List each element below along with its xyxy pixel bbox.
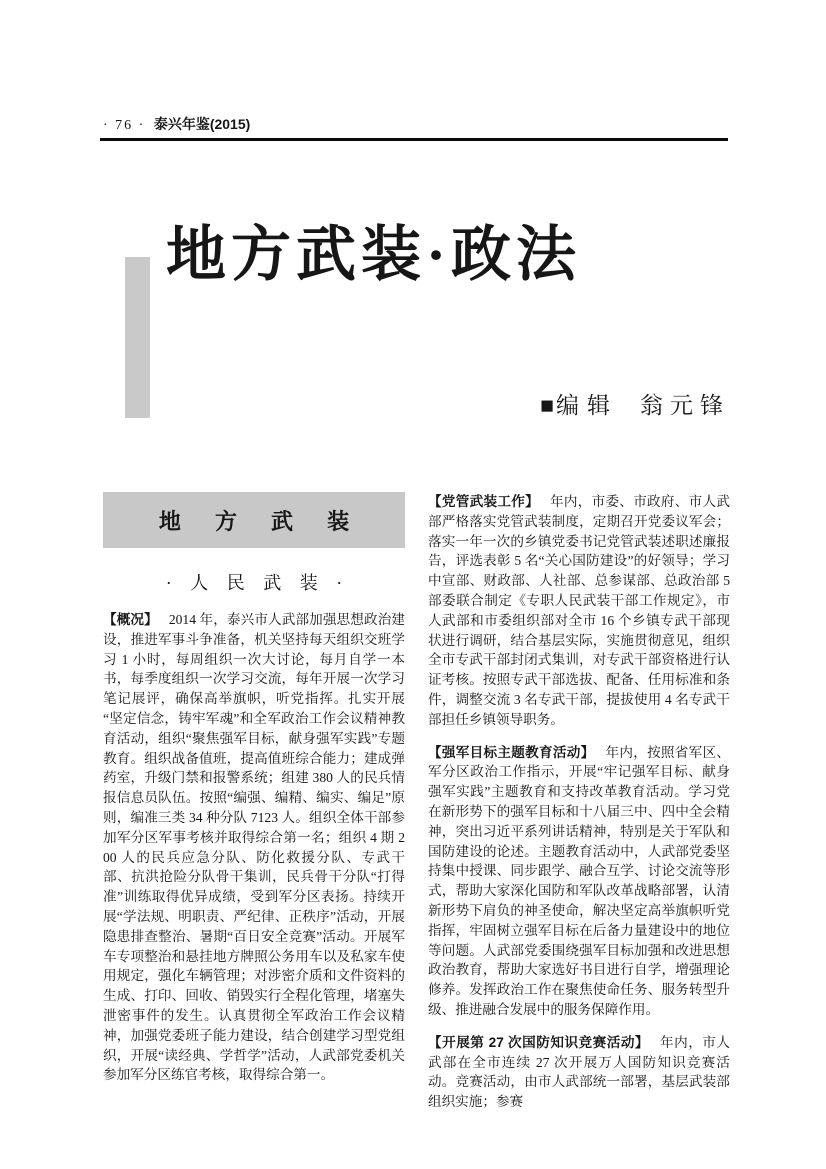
article-strong-army-education bbox=[428, 743, 730, 1020]
article-defense-knowledge-contest bbox=[428, 1033, 730, 1112]
article-heading: 【强军目标主题教育活动】 bbox=[428, 744, 595, 760]
article-heading: 【开展第 27 次国防知识竞赛活动】 bbox=[428, 1034, 650, 1050]
editor-label: 编辑 bbox=[556, 393, 618, 418]
article-body: 年内，市委、市政府、市人武部严格落实党管武装制度，定期召开党委议军会；落实一年一次的乡镇党委书记党管武装述职述廉报告，评选表彰 5 名“关心国防建设”的好领导；学习中宣部、财政部、人社部、总参谋部、总政治部 5 部委联合制定《专职人民武装干部工作规定》，市人武部和市委组织部对全市 16 个乡镇专武干部现状进行调研，结合基层实际，实施贯彻意见，组织全市专武干部封闭式集训，对专武干部资格进行认证考核。按照专武干部选拔、配备、任用标准和条件，调整交流 3 名专武干部，提拔使用 4 名专武干部担任乡镇领导职务。 bbox=[428, 494, 731, 727]
header-rule bbox=[100, 138, 728, 141]
article-body: 年内，市人武部在全市连续 27 次开展万人国防知识竞赛活动。竞赛活动，由市人武部统一部署，基层武装部组织实施；参赛 bbox=[428, 1034, 730, 1110]
editor-credit bbox=[540, 387, 730, 420]
editor-name: 翁元锋 bbox=[640, 393, 730, 418]
subsection-title: · 人 民 武 装 · bbox=[165, 573, 350, 593]
page-number: · 76 · bbox=[103, 118, 146, 133]
article-heading: 【概况】 bbox=[103, 612, 158, 627]
book-title: 泰兴年鉴(2015) bbox=[153, 116, 251, 132]
article-body: 2014 年，泰兴市人武部加强思想政治建设，推进军事斗争准备，机关坚持每天组织交班学习 1 小时，每周组织一次大讨论，每月自学一本书，每季度组织一次学习交流，每年开展一次学习笔记展评，确保高举旗帜，听党指挥。扎实开展“坚定信念，铸牢军魂”和全军政治工作会议精神教育活动，组织“聚焦强军目标，献身强军实践”专题教育。组织战备值班，提高值班综合能力；建成弹药室，升级门禁和报警系统；组建 380 人的民兵情报信息员队伍。按照“编强、编精、编实、编足”原则，编准三类 34 种分队 7123 人。组织全体干部参加军分区军事考核并取得综合第一名；组织 4 期 200 人的民兵应急分队、防化救援分队、专武干部、抗洪抢险分队骨干集训，民兵骨干分队“打得准”训练取得优异成绩，受到军分区表扬。持续开展“学法规、明职责、严纪律、正秩序”活动，开展隐患排查整治、暑期“百日安全竞赛”活动。开展军车专项整治和悬挂地方牌照公务用车以及私家车使用规定，强化车辆管理；对涉密介质和文件资料的生成、打印、回收、销毁实行全程化管理，堵塞失泄密事件的发生。认真贯彻全军政治工作会议精神，加强党委班子能力建设，结合创建学习型党组织，开展“读经典、学哲学”活动，人武部党委机关参加军分区练官考核，取得综合第一。 bbox=[103, 612, 405, 1083]
right-column bbox=[428, 492, 730, 1112]
article-heading: 【党管武装工作】 bbox=[428, 494, 539, 509]
square-bullet-icon: ■ bbox=[540, 393, 554, 418]
article-party-management bbox=[428, 492, 730, 730]
article-overview bbox=[103, 610, 405, 1085]
section-header-box: 地 方 武 装 bbox=[103, 492, 405, 548]
chapter-accent-bar bbox=[125, 257, 150, 418]
chapter-title: 地方武装·政法 bbox=[166, 222, 582, 288]
running-head bbox=[103, 114, 250, 134]
left-column bbox=[103, 492, 405, 1085]
article-body: 年内，按照省军区、军分区政治工作指示，开展“牢记强军目标、献身强军实践”主题教育和支持改革教育活动。学习党在新形势下的强军目标和十八届三中、四中全会精神，突出习近平系列讲话精神，特别是关于军队和国防建设的论述。主题教育活动中，人武部党委坚持集中授课、同步跟学、融合互学、讨论交流等形式，帮助大家深化国防和军队改革战略部署，认清新形势下肩负的神圣使命，解决坚定高举旗帜听党指挥，牢固树立强军目标在后备力量建设中的地位等问题。人武部党委围绕强军目标加强和改进思想政治教育，帮助大家选好书目进行自学，增强理论修养。发挥政治工作在聚焦使命任务、服务转型升级、推进融合发展中的服务保障作用。 bbox=[428, 744, 731, 1017]
